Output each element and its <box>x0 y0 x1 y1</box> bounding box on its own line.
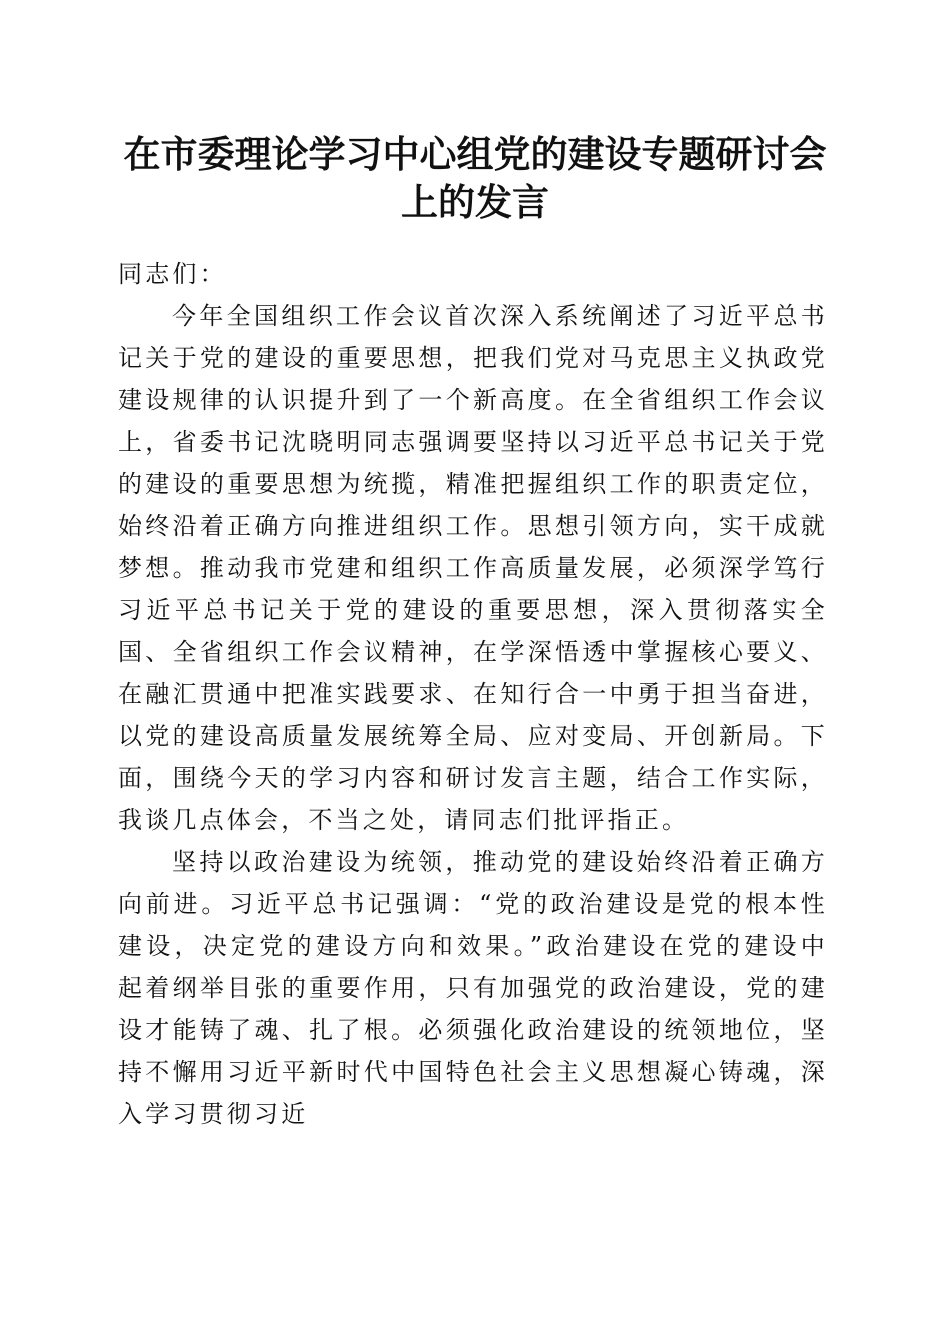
paragraph-intro: 今年全国组织工作会议首次深入系统阐述了习近平总书记关于党的建设的重要思想，把我们党对马克思主义执政党建设规律的认识提升到了一个新高度。在全省组织工作会议上，省委书记沈晓明同志强调要坚持以习近平总书记关于党的建设的重要思想为统揽，精准把握组织工作的职责定位，始终沿着正确方向推进组织工作。思想引领方向，实干成就梦想。推动我市党建和组织工作高质量发展，必须深学笃行习近平总书记关于党的建设的重要思想，深入贯彻落实全国、全省组织工作会议精神，在学深悟透中掌握核心要义、在融汇贯通中把准实践要求、在知行合一中勇于担当奋进，以党的建设高质量发展统筹全局、应对变局、开创新局。下面，围绕今天的学习内容和研讨发言主题，结合工作实际，我谈几点体会，不当之处，请同志们批评指正。 <box>118 302 828 834</box>
salutation: 同志们： <box>118 260 227 288</box>
document-body <box>118 253 828 1135</box>
paragraph-political-building: 坚持以政治建设为统领，推动党的建设始终沿着正确方向前进。习近平总书记强调：“党的政治建设是党的根本性建设，决定党的建设方向和效果。”政治建设在党的建设中起着纲举目张的重要作用，只有加强党的政治建设，党的建设才能铸了魂、扎了根。必须强化政治建设的统领地位，坚持不懈用习近平新时代中国特色社会主义思想凝心铸魂，深入学习贯彻习近 <box>118 848 828 1128</box>
document-title: 在市委理论学习中心组党的建设专题研讨会上的发言 <box>123 132 827 224</box>
